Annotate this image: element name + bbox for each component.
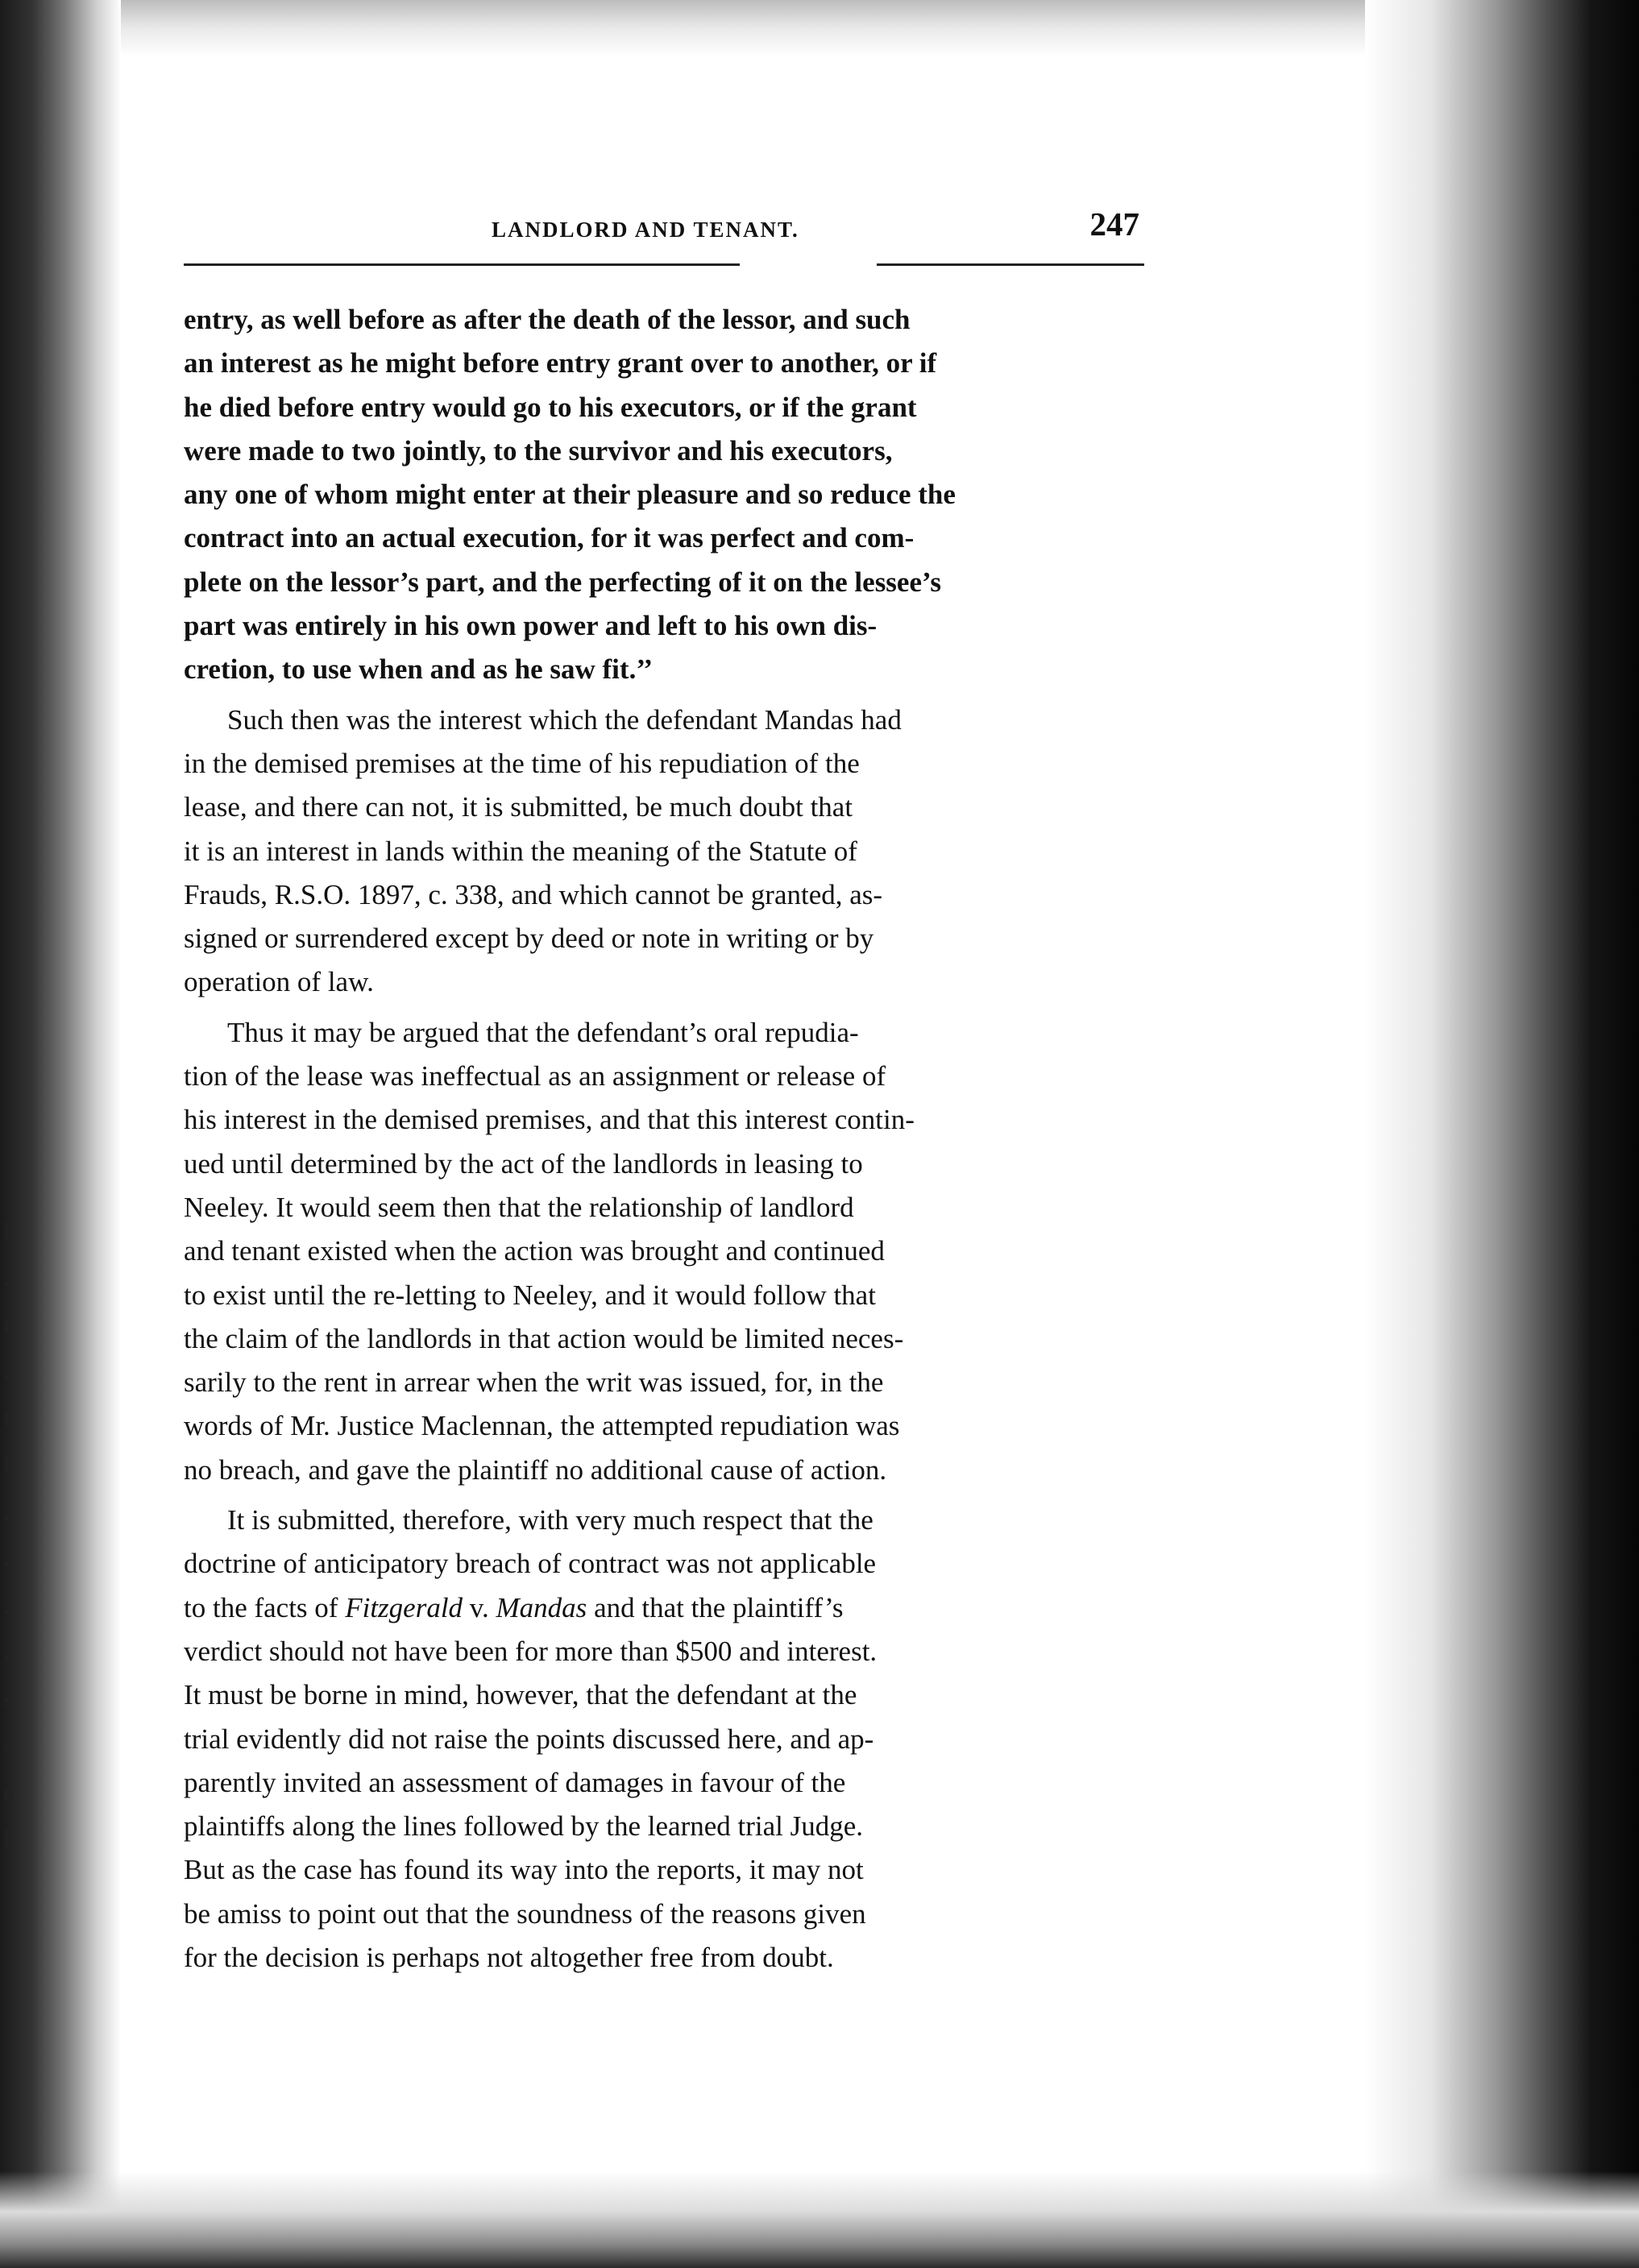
text-line: doctrine of anticipatory breach of contract was not applicable [184, 1548, 877, 1580]
text-line: parently invited an assessment of damages in favour of the [184, 1766, 846, 1798]
left-margin-marks [3, 1209, 27, 1869]
margin-mark: s [3, 1732, 13, 1759]
text-line: Neeley. It would seem then that the relationship of landlord [184, 1191, 854, 1223]
text-line: words of Mr. Justice Maclennan, the attempted repudiation was [184, 1410, 900, 1442]
text-line: be amiss to point out that the soundness of the reasons given [184, 1897, 866, 1930]
margin-mark: . [3, 1265, 10, 1292]
text-line: It is submitted, therefore, with very much respect that the [227, 1504, 873, 1536]
text-line: to exist until the re-letting to Neeley, and it would follow that [184, 1279, 876, 1311]
text-line: Thus it may be argued that the defendant’s oral repudia- [227, 1016, 859, 1048]
text-fragment: v. [463, 1591, 496, 1623]
margin-mark: . [3, 1358, 10, 1385]
paragraph [184, 1011, 1147, 1492]
margin-mark: . [3, 1545, 10, 1572]
margin-mark: l [3, 1826, 10, 1852]
text-line: it is an interest in lands within the meaning of the Statute of [184, 835, 857, 867]
text-line: But as the case has found its way into the reports, it may not [184, 1854, 864, 1886]
text-line: his interest in the demised premises, and that this interest contin- [184, 1104, 915, 1136]
running-head-title: LANDLORD AND TENANT. [492, 218, 799, 242]
text-line: trial evidently did not raise the points discussed here, and ap- [184, 1723, 874, 1755]
text-line: sarily to the rent in arrear when the writ was issued, for, in the [184, 1366, 884, 1399]
margin-mark: s [3, 1685, 13, 1712]
text-line: cretion, to use when and as he saw fit.’’ [184, 653, 654, 686]
text-line: part was entirely in his own power and left to his own dis- [184, 610, 878, 642]
margin-mark: l [3, 1218, 10, 1245]
case-name-italic: Fitzgerald [345, 1591, 463, 1623]
text-line: ued until determined by the act of the landlords in leasing to [184, 1147, 863, 1180]
text-line: entry, as well before as after the death of the lessor, and such [184, 304, 911, 335]
text-line: contract into an actual execution, for it was perfect and com- [184, 522, 915, 554]
margin-mark: e [3, 1779, 15, 1806]
text-line: plaintiffs along the lines followed by the learned trial Judge. [184, 1810, 864, 1843]
margin-mark: l [3, 1452, 10, 1478]
page-number: 247 [1089, 205, 1139, 243]
text-fragment: to the facts of [184, 1591, 346, 1623]
margin-mark: t [3, 1312, 11, 1338]
text-line: for the decision is perhaps not altogether free from doubt. [184, 1941, 834, 1973]
book-page [184, 201, 1147, 1986]
text-line: no breach, and gave the plaintiff no additional cause of action. [184, 1453, 887, 1486]
text-line: Such then was the interest which the defendant Mandas had [227, 703, 902, 736]
text-line: lease, and there can not, it is submitted, be much doubt that [184, 791, 853, 823]
text-line: any one of whom might enter at their pleasure and so reduce the [184, 479, 956, 511]
text-line: verdict should not have been for more than $500 and interest. [184, 1635, 878, 1667]
text-line: operation of law. [184, 966, 374, 998]
body-text [184, 258, 1147, 1980]
text-line: were made to two jointly, to the survivor and his executors, [184, 434, 893, 466]
header-rule [184, 263, 740, 266]
text-line: he died before entry would go to his executors, or if the grant [184, 391, 917, 423]
text-line: the claim of the landlords in that action would be limited neces- [184, 1322, 904, 1354]
case-name-italic: Mandas [496, 1591, 587, 1623]
text-line: and tenant existed when the action was brought and continued [184, 1235, 885, 1267]
scan-shadow-left [0, 0, 121, 2268]
text-line: signed or surrendered except by deed or note in writing or by [184, 923, 874, 955]
margin-mark: , [3, 1639, 10, 1665]
margin-mark: t [3, 1405, 11, 1432]
text-fragment: and that the plaintiff’s [587, 1591, 844, 1623]
text-line: an interest as he might before entry grant over to another, or if [184, 347, 937, 379]
margin-mark: . [3, 1592, 10, 1619]
paragraph-quote-continuation [184, 298, 1147, 692]
text-line: in the demised premises at the time of his repudiation of the [184, 747, 860, 779]
scan-shadow-bottom [0, 2171, 1639, 2268]
text-line: It must be borne in mind, however, that the defendant at the [184, 1679, 857, 1711]
paragraph [184, 1499, 1147, 1980]
paragraph [184, 699, 1147, 1005]
scan-shadow-right [1365, 0, 1639, 2268]
text-line-with-case-name [184, 1586, 1147, 1630]
text-line: tion of the lease was ineffectual as an assignment or release of [184, 1060, 886, 1093]
running-head [184, 201, 1147, 258]
header-rule [877, 263, 1144, 266]
text-line: plete on the lessor’s part, and the perfecting of it on the lessee’s [184, 566, 941, 598]
margin-mark: . [3, 1499, 10, 1525]
text-line: Frauds, R.S.O. 1897, c. 338, and which cannot be granted, as- [184, 878, 883, 910]
